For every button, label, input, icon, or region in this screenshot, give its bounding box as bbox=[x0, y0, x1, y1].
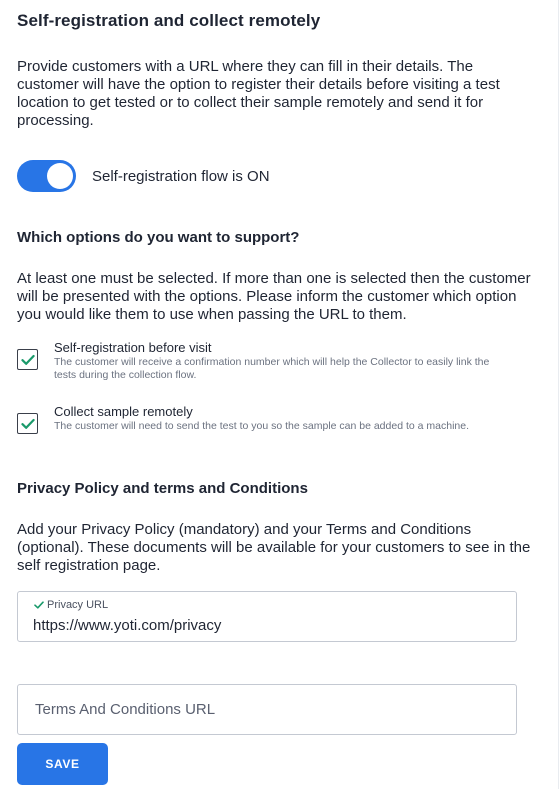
options-description: At least one must be selected. If more than one is selected then the customer will be presented with the options. Please inform the customer which option you would like them to use when passing the URL to them. bbox=[17, 270, 531, 323]
privacy-description: Add your Privacy Policy (mandatory) and your Terms and Conditions (optional). These documents will be available for your customers to see in the self registration page. bbox=[17, 521, 531, 574]
terms-url-input[interactable] bbox=[33, 685, 503, 733]
privacy-url-label bbox=[34, 599, 108, 611]
self-registration-toggle[interactable] bbox=[17, 160, 76, 192]
section-description: Provide customers with a URL where they can fill in their details. The customer will have the option to register their details before visiting a test location to get tested or to collect their sample remotely and send it for processing. bbox=[17, 58, 500, 129]
toggle-knob bbox=[47, 163, 73, 189]
valid-check-icon bbox=[34, 601, 44, 609]
option-title: Collect sample remotely bbox=[54, 404, 193, 419]
options-heading: Which options do you want to support? bbox=[17, 229, 300, 246]
privacy-url-field[interactable] bbox=[17, 591, 517, 642]
toggle-label: Self-registration flow is ON bbox=[92, 167, 270, 185]
option-collect-remotely bbox=[17, 404, 537, 434]
checkmark-icon bbox=[21, 418, 35, 430]
privacy-heading: Privacy Policy and terms and Conditions bbox=[17, 480, 308, 497]
terms-url-field[interactable] bbox=[17, 684, 517, 735]
collect-remotely-checkbox[interactable] bbox=[17, 413, 38, 434]
option-description: The customer will receive a confirmation number which will help the Collector to easily link the tests during the collection flow. bbox=[54, 356, 490, 381]
privacy-url-value[interactable]: https://www.yoti.com/privacy bbox=[33, 617, 222, 634]
option-title: Self-registration before visit bbox=[54, 340, 212, 355]
privacy-url-label-text: Privacy URL bbox=[47, 599, 109, 611]
self-registration-checkbox[interactable] bbox=[17, 349, 38, 370]
option-self-registration bbox=[17, 340, 537, 382]
self-registration-toggle-row bbox=[17, 160, 270, 192]
option-description: The customer will need to send the test to you so the sample can be added to a machine. bbox=[54, 420, 469, 432]
checkmark-icon bbox=[21, 354, 35, 366]
section-title: Self-registration and collect remotely bbox=[17, 11, 321, 30]
save-button[interactable]: SAVE bbox=[17, 743, 108, 785]
